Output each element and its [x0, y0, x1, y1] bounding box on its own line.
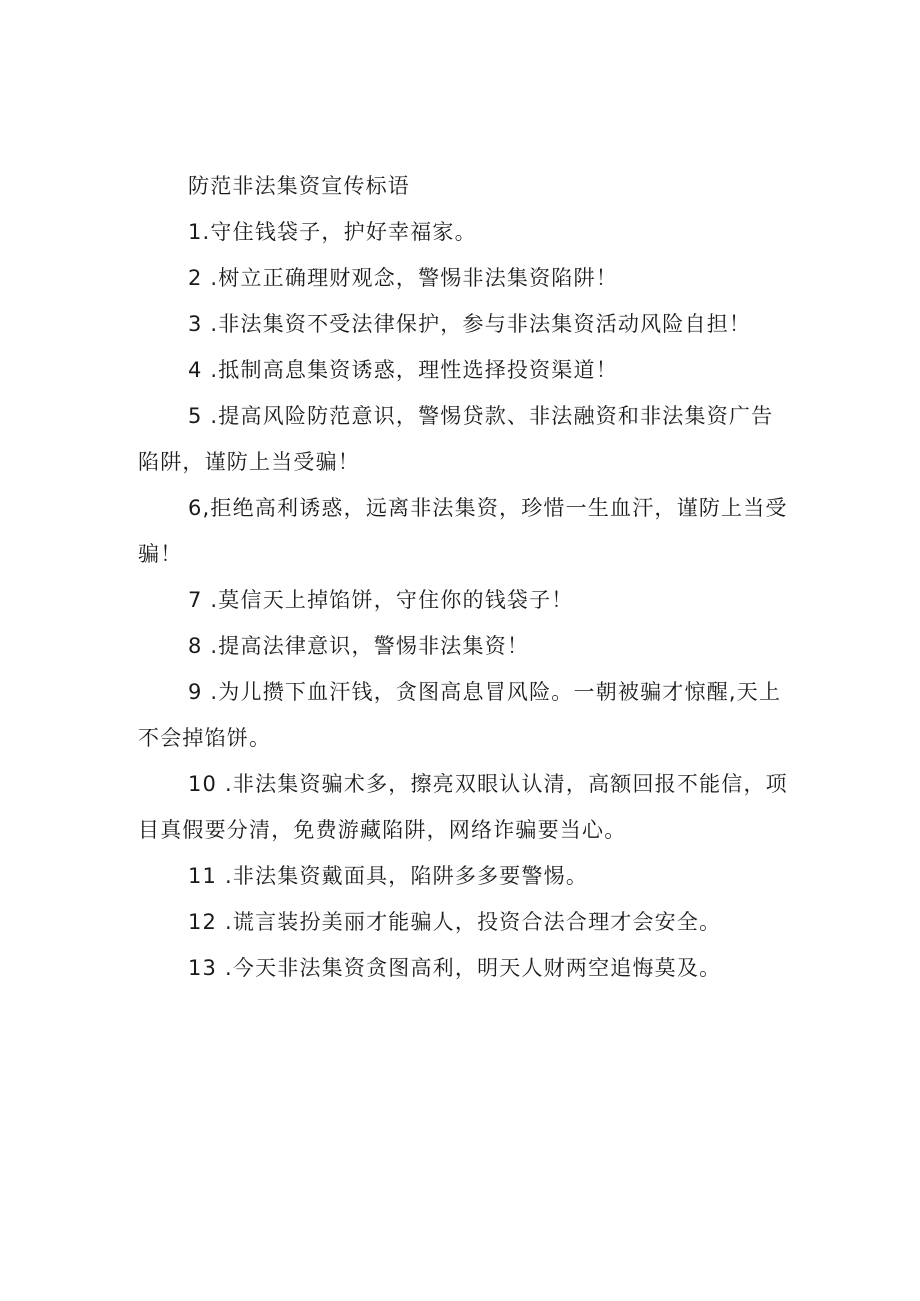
- slogan-item-10: 10 .非法集资骗术多，擦亮双眼认认清，高额回报不能信，项目真假要分清，免费游藏陷阱，网络诈骗要当心。: [138, 772, 788, 842]
- slogan-item-4: 4 .抵制高息集资诱惑，理性选择投资渠道！: [188, 358, 618, 382]
- slogan-item-8: 8 .提高法律意识，警惕非法集资！: [188, 634, 530, 658]
- slogan-item-7: 7 .莫信天上掉馅饼，守住你的钱袋子！: [188, 588, 574, 612]
- document-title: 防范非法集资宣传标语: [188, 174, 410, 198]
- slogan-item-9: 9 .为儿攒下血汗钱，贪图高息冒风险。一朝被骗才惊醒,天上不会掉馅饼。: [138, 680, 782, 750]
- document-body: [138, 163, 788, 991]
- slogan-item-3: 3 .非法集资不受法律保护，参与非法集资活动风险自担！: [188, 312, 752, 336]
- slogan-item-12: 12 .谎言装扮美丽才能骗人，投资合法合理才会安全。: [188, 910, 722, 934]
- slogan-item-6: 6,拒绝高利诱惑，远离非法集资，珍惜一生血汗，谨防上当受骗！: [138, 496, 788, 566]
- slogan-item-5: 5 .提高风险防范意识，警惕贷款、非法融资和非法集资广告陷阱，谨防上当受骗！: [138, 404, 774, 474]
- slogan-item-13: 13 .今天非法集资贪图高利，明天人财两空追悔莫及。: [188, 956, 722, 980]
- slogan-item-11: 11 .非法集资戴面具，陷阱多多要警惕。: [188, 864, 589, 888]
- slogan-item-2: 2 .树立正确理财观念，警惕非法集资陷阱！: [188, 266, 618, 290]
- slogan-item-1: 1.守住钱袋子，护好幸福家。: [188, 220, 477, 244]
